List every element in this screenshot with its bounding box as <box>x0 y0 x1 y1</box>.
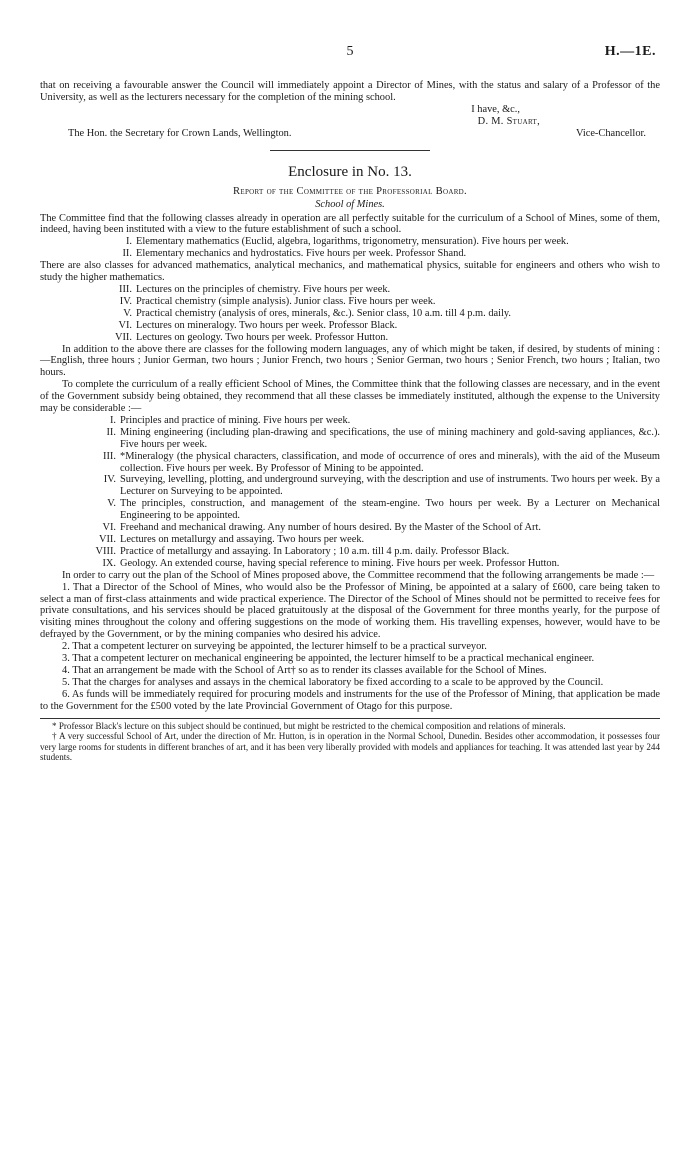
item-text: Geology. An extended course, having special reference to mining. Five hours per week. Professor Hutton. <box>120 557 560 569</box>
item-text: Lectures on geology. Two hours per week. Professor Hutton. <box>136 331 389 343</box>
curriculum-paragraph: To complete the curriculum of a really efficient School of Mines, the Committee think that the following classes are necessary, and in the event of the Government subsidy being obtained, they recommend that all these classes be immediately instituted, although the expense to the University may be considerable :— <box>40 379 660 415</box>
item-text: The principles, construction, and management of the steam-engine. Two hours per week. By a Lecturer on Mechanical Engineering to be appointed. <box>120 498 660 522</box>
list-item <box>40 546 660 558</box>
list-item <box>40 451 660 475</box>
recommendation-paragraph: 5. That the charges for analyses and assays in the chemical laboratory be fixed according to a scale to be approved by the Council. <box>62 676 604 688</box>
footnotes <box>40 721 660 763</box>
item-number: VII. <box>114 331 132 343</box>
item-number: III. <box>119 283 132 295</box>
item-text: Surveying, levelling, plotting, and underground surveying, with the description and use of instruments. Two hours per week. By a Lecturer on Surveying to be appointed. <box>120 474 660 498</box>
list-item <box>40 498 660 522</box>
footnote: † A very successful School of Art, under the direction of Mr. Hutton, is in operation in the Normal School, Dunedin. Besides other accommodation, it possesses four very large rooms for students in different branches of art, and it has been very liberally provided with models and appliances for teaching. It was attended last year by 244 students. <box>40 731 660 763</box>
section-divider <box>270 150 430 151</box>
list-item <box>40 332 660 344</box>
closing-row <box>40 104 660 116</box>
report-subtitle: School of Mines. <box>315 198 385 210</box>
advanced-classes-paragraph: There are also classes for advanced mathematics, analytical mechanics, and mathematical physics, suitable for engineers and others who wish to study the higher mathematics. <box>40 260 660 284</box>
recommendation-paragraph: 2. That a competent lecturer on surveying be appointed, the lecturer himself to be a practical surveyor. <box>62 641 487 653</box>
item-number: IX. <box>102 557 116 569</box>
item-text: Practice of metallurgy and assaying. In Laboratory ; 10 a.m. till 4 p.m. daily. Professor Black. <box>120 545 510 557</box>
list-item <box>40 427 660 451</box>
item-number: VI. <box>102 522 116 534</box>
page-content <box>40 80 660 763</box>
list-item <box>40 534 660 546</box>
item-number: II. <box>122 248 132 260</box>
footnote-divider <box>40 718 660 719</box>
recommendation-paragraph: 1. That a Director of the School of Mines, who would also be the Professor of Mining, be appointed at a salary of £600, care being taken to select a man of first-class attainments and wide practical experience. The Director of the School of Mines should not be permitted to receive fees for private consultations, and his services should be placed gratuitously at the disposal of the Government for three months yearly, for the purpose of visiting mines throughout the colony and offering suggestions on the mode of working them. His travelling expenses, however, would have to be defrayed by the Government, or by the mining companies who desired his advice. <box>40 581 660 641</box>
item-number: V. <box>107 498 116 510</box>
item-text: Practical chemistry (analysis of ores, minerals, &c.). Senior class, 10 a.m. till 4 p.m. daily. <box>136 307 512 319</box>
item-text: Lectures on mineralogy. Two hours per week. Professor Black. <box>136 319 398 331</box>
list-item <box>40 236 660 248</box>
page-header <box>44 46 656 62</box>
intro-paragraph: The Committee find that the following classes already in operation are all perfectly suitable for the curriculum of a School of Mines, some of them, indeed, having been instituted with a view to the future establishment of such a school. <box>40 212 660 236</box>
item-text: Elementary mechanics and hydrostatics. Five hours per week. Professor Shand. <box>136 248 467 260</box>
list-item <box>40 320 660 332</box>
list-item <box>40 296 660 308</box>
recommendation-paragraph: 6. As funds will be immediately required for procuring models and instruments for the use of the Professor of Mining, that application be made to the Government for the £500 voted by the late Provincial Government of Otago for this purpose. <box>40 688 660 712</box>
addressee-row <box>40 128 660 140</box>
report-title: Report of the Committee of the Professorial Board. <box>233 185 467 197</box>
list-item <box>40 474 660 498</box>
item-text: *Mineralogy (the physical characters, classification, and mode of occurrence of ores and minerals), with the aid of the Museum collection. Five hours per week. By Professor of Mining to be appointed. <box>120 450 660 474</box>
item-number: III. <box>103 450 116 462</box>
item-number: IV. <box>103 474 116 486</box>
languages-paragraph: In addition to the above there are classes for the following modern languages, any of which might be taken, if desired, by students of mining :—English, three hours ; Junior German, two hours ; Junior French, two hours ; Senior German, two hours ; Senior French, two hours ; Italian, two hours. <box>40 343 660 379</box>
enclosure-title: Enclosure in No. 13. <box>288 163 412 180</box>
item-number: I. <box>109 414 116 426</box>
item-text: Elementary mathematics (Euclid, algebra, logarithms, trigonometry, mensuration). Five hours per week. <box>136 236 569 248</box>
list-item <box>40 415 660 427</box>
page-number: 5 <box>346 44 354 59</box>
item-number: I. <box>125 236 132 248</box>
addressee: The Hon. the Secretary for Crown Lands, Wellington. <box>68 127 292 139</box>
letter-closing: I have, &c., <box>471 103 520 115</box>
recommendation-paragraph: 3. That a competent lecturer on mechanical engineering be appointed, the lecturer himself to be a practical mechanical engineer. <box>62 653 595 665</box>
item-number: IV. <box>119 295 132 307</box>
list-item <box>40 558 660 570</box>
item-number: VII. <box>98 534 116 545</box>
signer-title: Vice-Chancellor. <box>575 127 646 139</box>
list-item <box>40 308 660 320</box>
list-item <box>40 522 660 534</box>
footnote: * Professor Black's lecture on this subject should be continued, but might be restricted to the chemical composition and relations of minerals. <box>52 720 566 731</box>
item-text: Practical chemistry (simple analysis). Junior class. Five hours per week. <box>136 295 436 307</box>
list-item <box>40 284 660 296</box>
recommendation-paragraph: 4. That an arrangement be made with the School of Art† so as to render its classes available for the School of Mines. <box>62 664 547 676</box>
item-text: Freehand and mechanical drawing. Any number of hours desired. By the Master of the School of Art. <box>120 522 542 534</box>
item-number: VIII. <box>95 545 116 557</box>
signer-name: D. M. Stuart, <box>477 115 540 127</box>
signer-row <box>40 116 660 128</box>
item-text: Lectures on metallurgy and assaying. Two hours per week. <box>120 534 365 545</box>
letter-closing-paragraph: that on receiving a favourable answer the Council will immediately appoint a Director of Mines, with the status and salary of a Professor of the University, as well as the lecturers necessary for the completion of the mining school. <box>40 80 660 103</box>
list-item <box>40 248 660 260</box>
item-text: Lectures on the principles of chemistry. Five hours per week. <box>136 283 391 295</box>
item-number: V. <box>123 307 132 319</box>
item-text: Mining engineering (including plan-drawing and specifications, the use of mining machinery and gold-saving appliances, &c.). Five hours per week. <box>120 426 660 450</box>
item-text: Principles and practice of mining. Five hours per week. <box>120 414 351 426</box>
document-reference: H.—1E. <box>604 44 656 59</box>
arrangements-paragraph: In order to carry out the plan of the School of Mines proposed above, the Committee recommend that the following arrangements be made :— <box>62 569 655 581</box>
item-number: II. <box>106 426 116 438</box>
item-number: VI. <box>118 319 132 331</box>
